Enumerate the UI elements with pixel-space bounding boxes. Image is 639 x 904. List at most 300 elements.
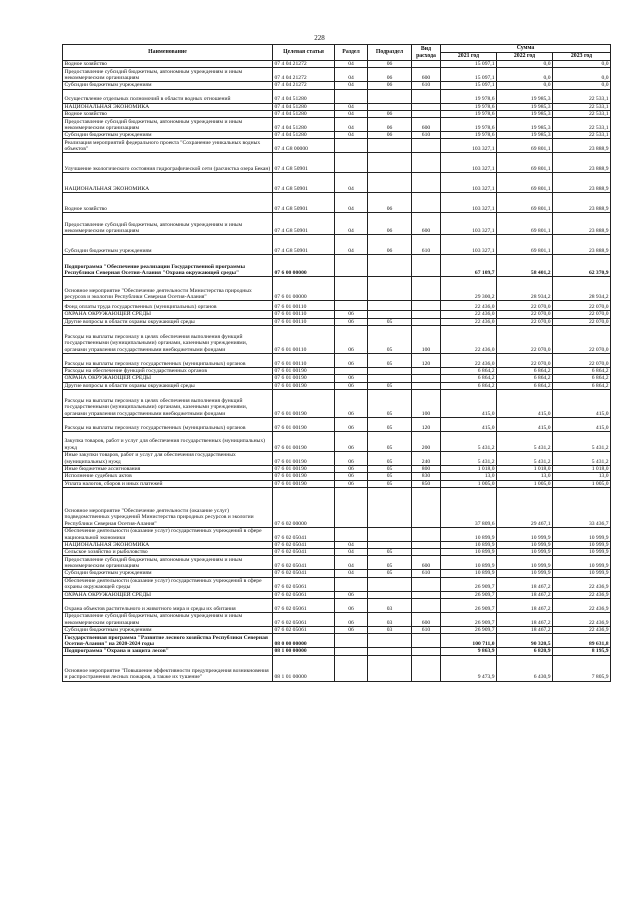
header-code: Целевая статья	[273, 45, 335, 61]
cell-subsection: 05	[368, 417, 412, 431]
cell-sum-2023: 23 888,9	[553, 139, 611, 153]
cell-subsection	[368, 634, 412, 648]
cell-sum-2021: 103 327,1	[441, 213, 497, 235]
table-body	[63, 61, 611, 682]
cell-section: 04	[335, 61, 368, 68]
cell-name: Предоставление субсидий бюджетным, автономным учреждениям и иным некоммерческим организациям	[63, 556, 273, 570]
cell-expense-type	[412, 301, 441, 311]
cell-subsection: 06	[368, 132, 412, 139]
cell-sum-2022: 19 985,3	[497, 110, 553, 117]
cell-section	[335, 577, 368, 591]
cell-sum-2023: 22 436,9	[553, 591, 611, 598]
cell-target-code: 07 6 01 00110	[273, 311, 335, 318]
cell-sum-2023: 22 533,1	[553, 118, 611, 132]
cell-sum-2022: 10 999,9	[497, 527, 553, 541]
cell-section	[335, 634, 368, 648]
cell-sum-2021: 103 327,1	[441, 193, 497, 213]
cell-target-code: 07 6 02 05041	[273, 570, 335, 577]
cell-section: 06	[335, 627, 368, 634]
cell-name: Иные бюджетные ассигнования	[63, 465, 273, 472]
cell-expense-type	[412, 193, 441, 213]
cell-name: Субсидии бюджетным учреждениям	[63, 627, 273, 634]
cell-target-code: 07 6 01 00190	[273, 417, 335, 431]
cell-subsection	[368, 153, 412, 173]
table-row	[63, 487, 611, 527]
cell-expense-type: 200	[412, 431, 441, 451]
table-row	[63, 82, 611, 89]
cell-section	[335, 487, 368, 527]
cell-subsection	[368, 173, 412, 193]
cell-target-code: 07 6 02 05041	[273, 556, 335, 570]
table-row	[63, 354, 611, 368]
cell-target-code: 07 4 04 21272	[273, 82, 335, 89]
cell-subsection: 06	[368, 213, 412, 235]
cell-expense-type: 240	[412, 451, 441, 465]
cell-section: 06	[335, 417, 368, 431]
cell-expense-type: 610	[412, 570, 441, 577]
cell-section: 04	[335, 549, 368, 556]
cell-subsection: 05	[368, 549, 412, 556]
cell-sum-2022: 13,0	[497, 473, 553, 480]
cell-expense-type: 600	[412, 556, 441, 570]
cell-sum-2023: 10 999,9	[553, 541, 611, 548]
cell-expense-type	[412, 368, 441, 375]
table-row	[63, 634, 611, 648]
cell-name: НАЦИОНАЛЬНАЯ ЭКОНОМИКА	[63, 173, 273, 193]
cell-subsection: 03	[368, 613, 412, 627]
cell-section: 06	[335, 382, 368, 389]
cell-sum-2022: 69 801,1	[497, 213, 553, 235]
cell-target-code: 07 4 G8 50901	[273, 235, 335, 255]
cell-expense-type	[412, 549, 441, 556]
cell-sum-2021: 19 978,6	[441, 89, 497, 103]
cell-target-code: 07 4 04 51280	[273, 103, 335, 110]
cell-sum-2023: 28 934,2	[553, 277, 611, 301]
cell-sum-2021: 15 097,1	[441, 61, 497, 68]
cell-sum-2021: 103 327,1	[441, 235, 497, 255]
cell-name: Подпрограмма "Охрана и защита лесов"	[63, 648, 273, 655]
cell-section: 06	[335, 354, 368, 368]
cell-sum-2022: 22 070,0	[497, 326, 553, 354]
cell-expense-type	[412, 487, 441, 527]
cell-name: Предоставление субсидий бюджетным, автономным учреждениям и иным некоммерческим организациям	[63, 213, 273, 235]
cell-subsection	[368, 255, 412, 277]
cell-sum-2023: 1 005,0	[553, 480, 611, 487]
cell-section: 04	[335, 118, 368, 132]
cell-sum-2023: 8 195,9	[553, 648, 611, 655]
table-row	[63, 375, 611, 382]
table-row	[63, 301, 611, 311]
cell-sum-2022: 69 801,1	[497, 139, 553, 153]
cell-subsection	[368, 648, 412, 655]
cell-subsection: 05	[368, 389, 412, 417]
cell-section	[335, 368, 368, 375]
cell-sum-2021: 13,0	[441, 473, 497, 480]
table-row	[63, 389, 611, 417]
cell-sum-2022: 28 934,2	[497, 277, 553, 301]
cell-subsection	[368, 527, 412, 541]
cell-sum-2022: 22 070,0	[497, 318, 553, 325]
cell-sum-2023: 89 631,8	[553, 634, 611, 648]
cell-target-code: 07 6 01 00190	[273, 480, 335, 487]
cell-sum-2021: 6 864,2	[441, 375, 497, 382]
table-row	[63, 613, 611, 627]
table-row	[63, 480, 611, 487]
cell-expense-type	[412, 577, 441, 591]
cell-expense-type	[412, 61, 441, 68]
cell-sum-2023: 10 999,9	[553, 527, 611, 541]
cell-sum-2023: 23 888,9	[553, 173, 611, 193]
cell-sum-2021: 9 473,9	[441, 655, 497, 681]
cell-sum-2023: 7 805,9	[553, 655, 611, 681]
cell-sum-2022: 58 401,2	[497, 255, 553, 277]
cell-sum-2022: 6 864,2	[497, 382, 553, 389]
cell-name: Водное хозяйство	[63, 193, 273, 213]
cell-sum-2021: 67 109,7	[441, 255, 497, 277]
cell-subsection	[368, 487, 412, 527]
cell-target-code: 07 6 01 00110	[273, 318, 335, 325]
cell-section: 06	[335, 451, 368, 465]
cell-sum-2021: 22 436,0	[441, 311, 497, 318]
cell-target-code: 07 6 02 05041	[273, 549, 335, 556]
cell-section: 04	[335, 570, 368, 577]
cell-sum-2021: 29 300,2	[441, 277, 497, 301]
cell-sum-2021: 26 909,7	[441, 577, 497, 591]
cell-sum-2021: 37 809,6	[441, 487, 497, 527]
cell-sum-2021: 103 327,1	[441, 153, 497, 173]
table-row	[63, 235, 611, 255]
cell-sum-2022: 5 431,2	[497, 451, 553, 465]
table-row	[63, 61, 611, 68]
cell-section	[335, 139, 368, 153]
cell-expense-type	[412, 103, 441, 110]
cell-subsection: 05	[368, 326, 412, 354]
cell-name: Водное хозяйство	[63, 61, 273, 68]
cell-section: 04	[335, 132, 368, 139]
cell-sum-2023: 415,0	[553, 389, 611, 417]
cell-subsection	[368, 577, 412, 591]
cell-expense-type: 600	[412, 613, 441, 627]
cell-expense-type: 610	[412, 235, 441, 255]
table-row	[63, 556, 611, 570]
cell-expense-type: 120	[412, 417, 441, 431]
cell-sum-2022: 10 999,9	[497, 549, 553, 556]
cell-sum-2021: 415,0	[441, 417, 497, 431]
cell-name: ОХРАНА ОКРУЖАЮЩЕЙ СРЕДЫ	[63, 311, 273, 318]
cell-sum-2023: 22 070,0	[553, 318, 611, 325]
cell-name: Расходы на выплаты персоналу в целях обеспечения выполнения функций государственными (муниципальными) органами, казенными учреждениями, органами управления государственными внебюджетными фондами	[63, 389, 273, 417]
cell-expense-type	[412, 634, 441, 648]
cell-name: Расходы на выплаты персоналу государственных (муниципальных) органов	[63, 354, 273, 368]
cell-name: Предоставление субсидий бюджетным, автономным учреждениям и иным некоммерческим организациям	[63, 613, 273, 627]
cell-sum-2021: 9 863,9	[441, 648, 497, 655]
table-row	[63, 368, 611, 375]
header-expense-type: Вид расхода	[412, 45, 441, 61]
cell-sum-2021: 22 436,0	[441, 301, 497, 311]
cell-sum-2021: 1 005,0	[441, 480, 497, 487]
cell-sum-2021: 19 978,6	[441, 118, 497, 132]
cell-expense-type: 610	[412, 627, 441, 634]
cell-target-code: 07 6 01 00190	[273, 368, 335, 375]
cell-subsection: 05	[368, 570, 412, 577]
table-row	[63, 103, 611, 110]
cell-target-code: 07 6 02 05061	[273, 599, 335, 613]
cell-section	[335, 153, 368, 173]
cell-sum-2023: 6 864,2	[553, 368, 611, 375]
cell-target-code: 07 4 G8 00000	[273, 139, 335, 153]
cell-target-code: 07 6 01 00190	[273, 465, 335, 472]
cell-subsection	[368, 277, 412, 301]
cell-target-code: 07 4 04 21272	[273, 68, 335, 82]
cell-expense-type	[412, 382, 441, 389]
cell-sum-2022: 22 070,0	[497, 354, 553, 368]
cell-sum-2022: 69 801,1	[497, 173, 553, 193]
cell-subsection	[368, 375, 412, 382]
cell-sum-2022: 6 864,2	[497, 368, 553, 375]
cell-sum-2021: 26 909,7	[441, 613, 497, 627]
cell-name: Основное мероприятие "Повышение эффективности предупреждения возникновения и распространения лесных пожаров, а также их тушение"	[63, 655, 273, 681]
cell-target-code: 07 4 G8 50901	[273, 213, 335, 235]
cell-target-code: 07 6 01 00190	[273, 473, 335, 480]
cell-sum-2021: 19 978,6	[441, 132, 497, 139]
cell-sum-2023: 22 070,0	[553, 311, 611, 318]
cell-sum-2021: 10 899,9	[441, 549, 497, 556]
table-row	[63, 655, 611, 681]
cell-section: 06	[335, 375, 368, 382]
cell-target-code: 07 6 00 00000	[273, 255, 335, 277]
cell-sum-2021: 10 899,9	[441, 570, 497, 577]
cell-target-code: 07 6 02 05061	[273, 577, 335, 591]
cell-name: Сельское хозяйство и рыболовство	[63, 549, 273, 556]
table-row	[63, 89, 611, 103]
cell-section: 04	[335, 193, 368, 213]
cell-subsection: 06	[368, 118, 412, 132]
table-row	[63, 255, 611, 277]
cell-sum-2023: 22 533,1	[553, 89, 611, 103]
cell-sum-2022: 19 985,3	[497, 89, 553, 103]
cell-subsection: 05	[368, 354, 412, 368]
cell-subsection	[368, 103, 412, 110]
cell-section: 04	[335, 235, 368, 255]
cell-target-code: 07 4 04 51280	[273, 132, 335, 139]
cell-sum-2021: 5 431,2	[441, 431, 497, 451]
cell-sum-2021: 19 978,6	[441, 103, 497, 110]
cell-section	[335, 527, 368, 541]
cell-subsection	[368, 301, 412, 311]
cell-sum-2022: 10 999,9	[497, 541, 553, 548]
table-row	[63, 277, 611, 301]
cell-expense-type: 830	[412, 473, 441, 480]
cell-expense-type: 610	[412, 132, 441, 139]
table-row	[63, 570, 611, 577]
cell-sum-2021: 100 711,0	[441, 634, 497, 648]
cell-target-code: 07 6 01 00190	[273, 451, 335, 465]
cell-sum-2021: 15 097,1	[441, 82, 497, 89]
cell-section	[335, 277, 368, 301]
cell-target-code: 07 4 04 51280	[273, 118, 335, 132]
cell-sum-2021: 15 097,1	[441, 68, 497, 82]
cell-name: Предоставление субсидий бюджетным, автономным учреждениям и иным некоммерческим организациям	[63, 118, 273, 132]
cell-target-code: 07 6 01 00190	[273, 375, 335, 382]
table-row	[63, 173, 611, 193]
cell-subsection: 06	[368, 82, 412, 89]
table-row	[63, 431, 611, 451]
cell-sum-2021: 26 909,7	[441, 591, 497, 598]
header-section: Раздел	[335, 45, 368, 61]
cell-sum-2022: 18 467,2	[497, 627, 553, 634]
table-row	[63, 591, 611, 598]
cell-name: Исполнение судебных актов	[63, 473, 273, 480]
cell-sum-2023: 5 431,2	[553, 451, 611, 465]
table-row	[63, 417, 611, 431]
page-number: 228	[314, 34, 325, 42]
cell-section: 06	[335, 389, 368, 417]
table-row	[63, 132, 611, 139]
cell-subsection	[368, 591, 412, 598]
cell-sum-2023: 22 533,1	[553, 110, 611, 117]
cell-subsection	[368, 368, 412, 375]
cell-sum-2021: 22 436,0	[441, 318, 497, 325]
cell-subsection	[368, 655, 412, 681]
cell-sum-2023: 22 436,9	[553, 577, 611, 591]
cell-name: НАЦИОНАЛЬНАЯ ЭКОНОМИКА	[63, 541, 273, 548]
cell-section: 06	[335, 591, 368, 598]
cell-section	[335, 648, 368, 655]
cell-sum-2021: 6 864,2	[441, 382, 497, 389]
cell-section	[335, 301, 368, 311]
cell-subsection	[368, 311, 412, 318]
cell-sum-2022: 1 005,0	[497, 480, 553, 487]
cell-sum-2022: 69 801,1	[497, 235, 553, 255]
cell-expense-type	[412, 541, 441, 548]
cell-expense-type	[412, 153, 441, 173]
table-row	[63, 541, 611, 548]
table-row	[63, 110, 611, 117]
cell-sum-2021: 10 899,9	[441, 556, 497, 570]
cell-target-code: 07 6 01 00110	[273, 354, 335, 368]
cell-sum-2023: 10 999,9	[553, 549, 611, 556]
cell-sum-2021: 19 978,6	[441, 110, 497, 117]
cell-subsection: 06	[368, 235, 412, 255]
cell-sum-2022: 69 801,1	[497, 153, 553, 173]
table-row	[63, 193, 611, 213]
cell-name: Закупка товаров, работ и услуг для обеспечения государственных (муниципальных) нужд	[63, 431, 273, 451]
cell-sum-2022: 90 320,5	[497, 634, 553, 648]
cell-name: Уплата налогов, сборов и иных платежей	[63, 480, 273, 487]
cell-sum-2023: 22 436,9	[553, 599, 611, 613]
cell-subsection: 06	[368, 193, 412, 213]
cell-subsection: 05	[368, 431, 412, 451]
cell-subsection: 05	[368, 473, 412, 480]
table-row	[63, 473, 611, 480]
cell-target-code: 08 1 00 00000	[273, 648, 335, 655]
cell-section: 06	[335, 613, 368, 627]
table-row	[63, 118, 611, 132]
cell-target-code: 07 4 G8 50901	[273, 193, 335, 213]
cell-expense-type	[412, 591, 441, 598]
cell-section: 04	[335, 173, 368, 193]
cell-sum-2021: 5 431,2	[441, 451, 497, 465]
table-row	[63, 599, 611, 613]
cell-sum-2023: 415,0	[553, 417, 611, 431]
table-row	[63, 648, 611, 655]
cell-sum-2021: 103 327,1	[441, 139, 497, 153]
table-header	[63, 45, 611, 61]
cell-target-code: 07 6 01 00190	[273, 431, 335, 451]
cell-sum-2023: 22 436,9	[553, 627, 611, 634]
cell-sum-2021: 415,0	[441, 389, 497, 417]
cell-name: Фонд оплаты труда государственных (муниципальных) органов	[63, 301, 273, 311]
cell-section	[335, 655, 368, 681]
cell-sum-2023: 5 431,2	[553, 431, 611, 451]
table-row	[63, 68, 611, 82]
cell-name: Расходы на выплаты персоналу в целях обеспечения выполнения функций государственными (муниципальными) органами, казенными учреждениями, органами управления государственными внебюджетными фондами	[63, 326, 273, 354]
cell-subsection	[368, 541, 412, 548]
table-row	[63, 527, 611, 541]
cell-section: 06	[335, 473, 368, 480]
table-row	[63, 213, 611, 235]
table-row	[63, 153, 611, 173]
cell-sum-2022: 18 467,2	[497, 599, 553, 613]
cell-subsection: 05	[368, 556, 412, 570]
cell-sum-2022: 69 801,1	[497, 193, 553, 213]
header-year-2023: 2023 год	[553, 53, 611, 61]
cell-sum-2023: 22 533,1	[553, 103, 611, 110]
cell-name: Субсидии бюджетным учреждениям	[63, 82, 273, 89]
cell-sum-2023: 22 533,1	[553, 132, 611, 139]
cell-subsection: 06	[368, 61, 412, 68]
cell-expense-type	[412, 648, 441, 655]
cell-expense-type	[412, 311, 441, 318]
cell-target-code: 07 6 02 05061	[273, 613, 335, 627]
table-row	[63, 451, 611, 465]
cell-name: Обеспечение деятельности (оказание услуг) государственных учреждений в сфере охраны окружающей среды	[63, 577, 273, 591]
table-row	[63, 549, 611, 556]
cell-section: 06	[335, 431, 368, 451]
cell-sum-2021: 6 864,2	[441, 368, 497, 375]
cell-sum-2021: 10 899,9	[441, 527, 497, 541]
cell-sum-2022: 22 070,0	[497, 311, 553, 318]
cell-expense-type	[412, 527, 441, 541]
table-row	[63, 311, 611, 318]
cell-name: Государственная программа "Развитие лесного хозяйства Республики Северная Осетия-Алания" на 2020-2024 годы	[63, 634, 273, 648]
cell-expense-type	[412, 89, 441, 103]
cell-name: Субсидии бюджетным учреждениям	[63, 132, 273, 139]
cell-target-code: 07 4 04 51280	[273, 89, 335, 103]
cell-target-code: 07 6 02 05041	[273, 541, 335, 548]
cell-sum-2022: 6 430,9	[497, 655, 553, 681]
cell-name: Другие вопросы в области охраны окружающей среды	[63, 382, 273, 389]
cell-name: Осуществление отдельных полномочий в области водных отношений	[63, 89, 273, 103]
cell-sum-2022: 18 467,2	[497, 591, 553, 598]
cell-subsection: 05	[368, 451, 412, 465]
cell-sum-2021: 26 909,7	[441, 627, 497, 634]
cell-sum-2022: 19 985,3	[497, 118, 553, 132]
cell-sum-2023: 23 888,9	[553, 193, 611, 213]
header-name: Наименование	[63, 45, 273, 61]
cell-sum-2022: 10 999,9	[497, 556, 553, 570]
cell-section: 06	[335, 480, 368, 487]
cell-sum-2023: 6 864,2	[553, 382, 611, 389]
cell-target-code: 08 0 00 00000	[273, 634, 335, 648]
cell-target-code: 07 4 G8 50901	[273, 173, 335, 193]
cell-sum-2023: 10 999,9	[553, 570, 611, 577]
cell-section	[335, 89, 368, 103]
table-row	[63, 326, 611, 354]
header-year-2021: 2021 год	[441, 53, 497, 61]
cell-sum-2022: 1 018,0	[497, 465, 553, 472]
cell-sum-2023: 6 864,2	[553, 375, 611, 382]
